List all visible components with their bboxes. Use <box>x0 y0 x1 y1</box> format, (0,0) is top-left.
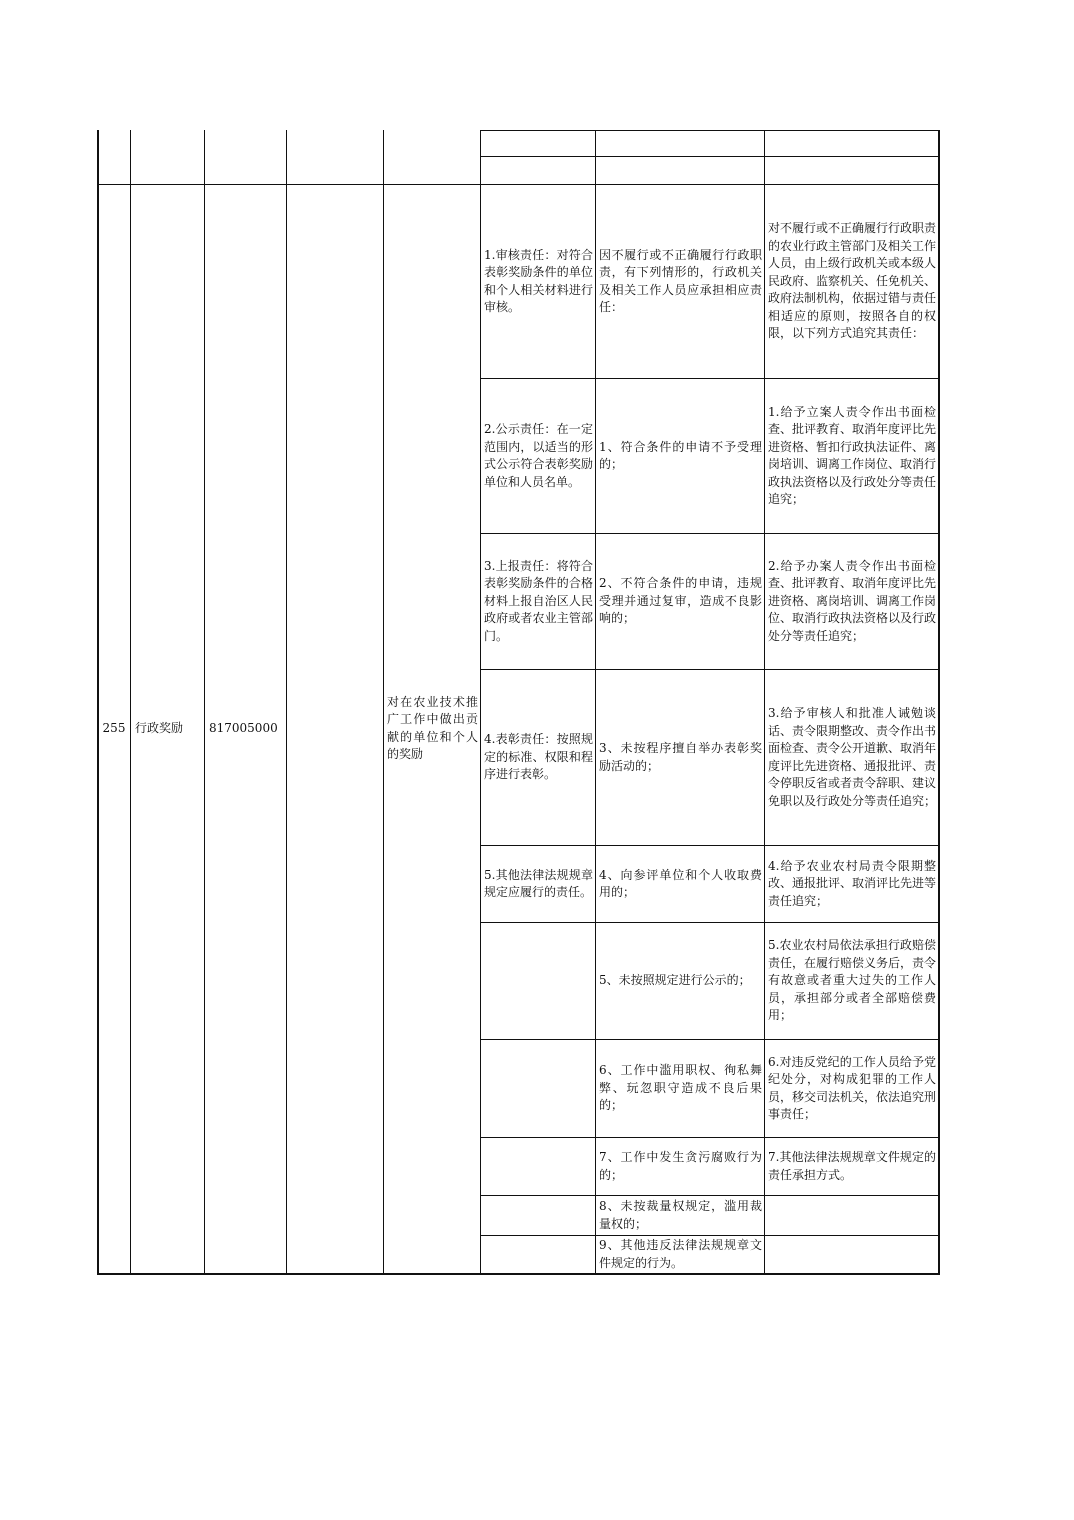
column-line <box>480 130 481 1274</box>
accountability-case-cell <box>599 924 762 1038</box>
responsibility-cell <box>484 1041 593 1136</box>
row-line <box>480 378 940 379</box>
accountability-method-text: 1.给予立案人责令作出书面检查、批评教育、取消年度评比先进资格、暂扣行政执法证件、离岗培训、调离工作岗位、取消行政执法资格以及行政处分等责任追究； <box>768 404 936 506</box>
responsibility-cell <box>484 186 593 377</box>
accountability-case-text: 4、向参评单位和个人收取费用的； <box>599 867 762 899</box>
row-line <box>480 533 940 534</box>
responsibility-cell <box>484 1237 593 1272</box>
category-cell <box>135 185 203 1272</box>
column-line <box>286 130 287 1274</box>
accountability-method-cell <box>768 671 936 844</box>
accountability-case-text: 1、符合条件的申请不予受理的； <box>599 439 762 471</box>
row-line <box>480 156 940 157</box>
responsibility-text: 3.上报责任：将符合表彰奖励条件的合格材料上报自治区人民政府或者农业主管部门。 <box>484 558 593 643</box>
accountability-case-text: 3、未按程序擅自举办表彰奖励活动的； <box>599 741 762 773</box>
row-line <box>480 669 940 670</box>
accountability-method-cell <box>768 1237 936 1272</box>
accountability-method-text: 4.给予农业农村局责令限期整改、通报批评、取消评比先进等责任追究； <box>768 858 936 908</box>
row-line <box>480 1039 940 1040</box>
row-line <box>480 1137 940 1138</box>
accountability-case-text: 6、工作中滥用职权、徇私舞弊、玩忽职守造成不良后果的； <box>599 1063 762 1113</box>
row-line <box>480 130 940 131</box>
seq-number: 255 <box>102 720 126 735</box>
row-line <box>480 845 940 846</box>
responsibility-cell <box>484 847 593 921</box>
column-line <box>595 130 596 1274</box>
responsibility-text: 4.表彰责任：按照规定的标准、权限和程序进行表彰。 <box>484 732 593 782</box>
responsibility-text: 2.公示责任：在一定范围内，以适当的形式公示符合表彰奖励单位和人员名单。 <box>484 422 593 489</box>
responsibility-text: 5.其他法律法规规章规定应履行的责任。 <box>484 867 593 899</box>
responsibility-cell <box>484 1139 593 1194</box>
sub-item-cell <box>290 185 380 1272</box>
row-line <box>480 1235 940 1236</box>
item-name-text: 对在农业技术推广工作中做出贡献的单位和个人的奖励 <box>387 694 478 761</box>
accountability-method-cell <box>768 1197 936 1234</box>
accountability-method-text: 2.给予办案人责令作出书面检查、批评教育、取消年度评比先进资格、离岗培训、调离工作岗位、取消行政执法资格以及行政处分等责任追究； <box>768 558 936 643</box>
responsibility-text: 1.审核责任：对符合表彰奖励条件的单位和个人相关材料进行审核。 <box>484 247 593 314</box>
item-name-cell <box>387 185 478 1272</box>
accountability-case-text: 5、未按照规定进行公示的； <box>599 973 751 988</box>
row-line <box>480 922 940 923</box>
accountability-method-cell <box>768 535 936 668</box>
column-line <box>97 130 99 1274</box>
accountability-case-cell <box>599 847 762 921</box>
row-line <box>480 1195 940 1196</box>
responsibility-cell <box>484 380 593 532</box>
row-line <box>97 184 940 185</box>
code-text: 817005000 <box>209 720 278 735</box>
responsibility-cell <box>484 671 593 844</box>
responsibility-cell <box>484 1197 593 1234</box>
accountability-case-cell <box>599 1197 762 1234</box>
code-cell <box>209 185 283 1272</box>
accountability-case-text: 2、不符合条件的申请，违规受理并通过复审，造成不良影响的； <box>599 576 762 626</box>
accountability-case-cell <box>599 1041 762 1136</box>
row-line <box>97 1273 940 1275</box>
column-line <box>204 130 205 1274</box>
accountability-case-cell <box>599 1237 762 1272</box>
accountability-case-text: 9、其他违反法律法规规章文件规定的行为。 <box>599 1238 762 1270</box>
accountability-case-text: 7、工作中发生贪污腐败行为的； <box>599 1150 762 1182</box>
accountability-method-cell <box>768 186 936 377</box>
accountability-case-cell <box>599 535 762 668</box>
accountability-method-text: 5.农业农村局依法承担行政赔偿责任，在履行赔偿义务后，责令有故意或者重大过失的工作人员，承担部分或者全部赔偿费用； <box>768 938 936 1023</box>
accountability-method-cell <box>768 847 936 921</box>
accountability-case-cell <box>599 380 762 532</box>
responsibility-cell <box>484 924 593 1038</box>
column-line <box>130 130 131 1274</box>
accountability-case-text: 8、未按裁量权规定，滥用裁量权的； <box>599 1199 762 1231</box>
accountability-method-text: 3.给予审核人和批准人诫勉谈话、责令限期整改、责令作出书面检查、责令公开道歉、取消年度评比先进资格、通报批评、责令停职反省或者责令辞职、建议免职以及行政处分等责任追究； <box>768 706 936 808</box>
accountability-case-text: 因不履行或不正确履行行政职责，有下列情形的，行政机关及相关工作人员应承担相应责任： <box>599 247 762 314</box>
column-line <box>383 130 384 1274</box>
column-line <box>938 130 940 1274</box>
accountability-method-cell <box>768 380 936 532</box>
accountability-method-text: 7.其他法律法规规章文件规定的责任承担方式。 <box>768 1150 936 1182</box>
accountability-method-cell <box>768 1139 936 1194</box>
accountability-method-cell <box>768 1041 936 1136</box>
accountability-case-cell <box>599 1139 762 1194</box>
accountability-method-text: 6.对违反党纪的工作人员给予党纪处分，对构成犯罪的工作人员，移交司法机关，依法追究刑事责任； <box>768 1054 936 1121</box>
accountability-method-cell <box>768 924 936 1038</box>
accountability-case-cell <box>599 186 762 377</box>
seq-cell <box>98 185 130 1272</box>
responsibility-cell <box>484 535 593 668</box>
accountability-method-text: 对不履行或不正确履行行政职责的农业行政主管部门及相关工作人员，由上级行政机关或本级人民政府、监察机关、任免机关、政府法制机构，依据过错与责任相适应的原则，按照各自的权限，以下列方式追究其责任： <box>768 221 936 341</box>
column-line <box>764 130 765 1274</box>
category-text: 行政奖励 <box>135 720 184 735</box>
accountability-case-cell <box>599 671 762 844</box>
